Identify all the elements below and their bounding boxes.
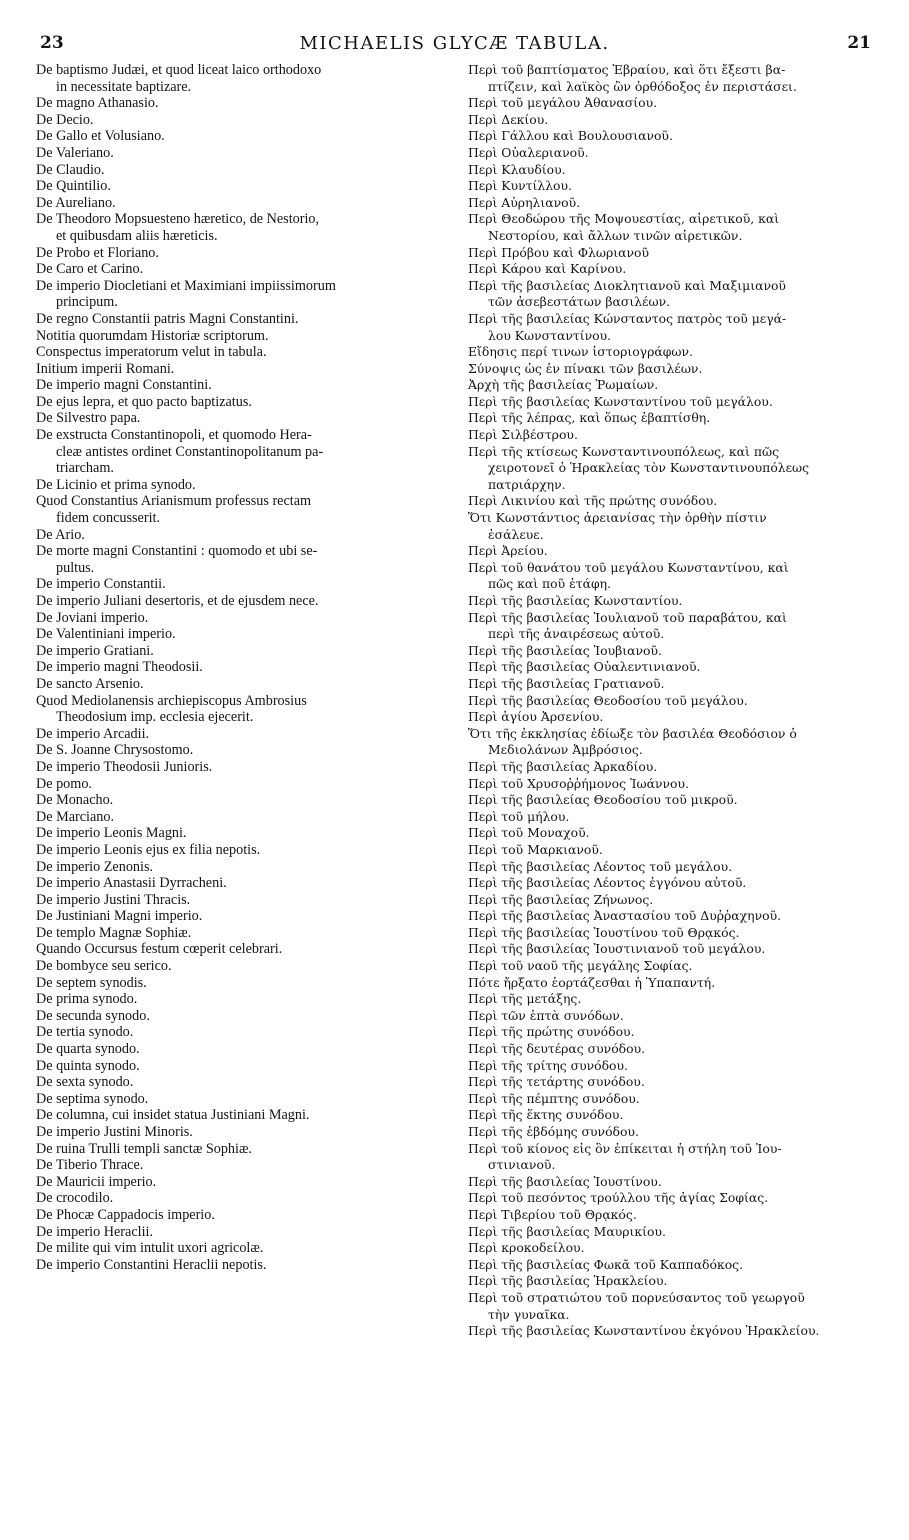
greek-entry <box>468 128 878 145</box>
latin-entry-line: De regno Constantii patris Magni Constantini. <box>36 310 299 327</box>
greek-entry-line: Περὶ τῆς βασιλείας Λέοντος τοῦ μεγάλου. <box>468 858 733 874</box>
latin-entry-line: De Valentiniani imperio. <box>36 626 176 643</box>
greek-entry-line: Ὅτι Κωνστάντιος ἀρειανίσας τὴν ὀρθὴν πίστιν <box>468 510 767 526</box>
greek-entry <box>468 941 878 958</box>
greek-entry-line: Περὶ τῶν ἑπτὰ συνόδων. <box>468 1007 624 1023</box>
greek-entry <box>468 1273 878 1290</box>
latin-entry-line: De Valeriano. <box>36 144 114 161</box>
greek-entry-line: Περὶ τῆς βασιλείας Διοκλητιανοῦ καὶ Μαξιμιανοῦ <box>468 277 786 293</box>
greek-entry-line: Περὶ τῆς βασιλείας Λέοντος ἐγγόνου αὐτοῦ. <box>468 875 747 891</box>
greek-entry <box>468 1008 878 1025</box>
greek-entry-line: Περὶ τοῦ θανάτου τοῦ μεγάλου Κωνσταντίνου, καὶ <box>468 559 789 575</box>
latin-entry-line: De Monacho. <box>36 792 114 809</box>
latin-entry <box>36 477 446 494</box>
latin-entry-line: De Mauricii imperio. <box>36 1173 157 1190</box>
latin-entry-line: Conspectus imperatorum velut in tabula. <box>36 344 267 361</box>
latin-entry-line: De pomo. <box>36 775 92 792</box>
greek-entry <box>468 1240 878 1257</box>
greek-entry <box>468 925 878 942</box>
latin-entry-line: De ejus lepra, et quo pacto baptizatus. <box>36 393 252 410</box>
greek-entry-line: Περὶ Κάρου καὶ Καρίνου. <box>468 261 627 277</box>
greek-entry-line: Περὶ τῆς βασιλείας Κωνσταντίνου τοῦ μεγάλου. <box>468 393 773 409</box>
latin-entry-line: De milite qui vim intulit uxori agricolæ. <box>36 1240 264 1257</box>
latin-entry <box>36 1240 446 1257</box>
latin-entry <box>36 892 446 909</box>
greek-entry-line: Περὶ τῆς βασιλείας Ἡρακλείου. <box>468 1273 668 1289</box>
greek-entry <box>468 95 878 112</box>
latin-entry-line: De morte magni Constantini : quomodo et ubi se- <box>36 543 318 560</box>
greek-entry <box>468 892 878 909</box>
latin-entry <box>36 659 446 676</box>
latin-entry-line: De imperio Constantii. <box>36 576 166 593</box>
latin-entry-line: De Decio. <box>36 111 94 128</box>
greek-entry <box>468 825 878 842</box>
latin-entry-line: De imperio Justini Thracis. <box>36 891 191 908</box>
latin-entry <box>36 1224 446 1241</box>
greek-entry <box>468 726 878 759</box>
greek-entry-line: Ἀρχὴ τῆς βασιλείας Ῥωμαίων. <box>468 377 659 393</box>
greek-entry <box>468 958 878 975</box>
latin-entry <box>36 1157 446 1174</box>
latin-entry-line: De bombyce seu serico. <box>36 958 172 975</box>
latin-entry <box>36 1174 446 1191</box>
latin-entry-line: De quarta synodo. <box>36 1041 140 1058</box>
greek-entry-line: Περὶ τοῦ μήλου. <box>468 808 570 824</box>
latin-entry-line: De tertia synodo. <box>36 1024 134 1041</box>
latin-entry <box>36 776 446 793</box>
greek-entry <box>468 361 878 378</box>
latin-entry-line: De sexta synodo. <box>36 1074 134 1091</box>
latin-entry-line: principum. <box>56 294 118 311</box>
greek-entry-line: Περὶ Σιλβέστρου. <box>468 427 578 443</box>
latin-entry <box>36 626 446 643</box>
greek-entry <box>468 809 878 826</box>
latin-entry <box>36 493 446 526</box>
latin-entry-line: De exstructa Constantinopoli, et quomodo Hera- <box>36 427 312 444</box>
latin-entry <box>36 211 446 244</box>
latin-entry-line: De imperio magni Theodosii. <box>36 659 203 676</box>
greek-column <box>468 62 878 1340</box>
greek-entry <box>468 211 878 244</box>
latin-entry-line: De imperio Arcadii. <box>36 725 150 742</box>
latin-entry <box>36 328 446 345</box>
greek-entry-line: Περὶ Οὐαλεριανοῦ. <box>468 144 589 160</box>
latin-entry-line: De imperio Juliani desertoris, et de ejusdem nece. <box>36 593 319 609</box>
greek-entry-line: Περὶ τοῦ κίονος εἰς ὃν ἐπίκειται ἡ στήλη τοῦ Ἰου- <box>468 1140 782 1156</box>
greek-entry-line: Πότε ἤρξατο ἑορτάζεσθαι ἡ Ὑπαπαντή. <box>468 974 716 990</box>
latin-entry-line: et quibusdam aliis hæreticis. <box>56 227 218 244</box>
latin-entry <box>36 245 446 262</box>
greek-entry-line: Περὶ τοῦ Μαρκιανοῦ. <box>468 841 603 857</box>
latin-entry-line: De Licinio et prima synodo. <box>36 476 196 493</box>
greek-entry <box>468 693 878 710</box>
greek-entry-line: Περὶ Ἀρείου. <box>468 543 548 559</box>
greek-entry <box>468 543 878 560</box>
greek-entry-line: Περὶ τῆς βασιλείας Οὐαλεντινιανοῦ. <box>468 659 701 675</box>
latin-entry <box>36 693 446 726</box>
greek-entry <box>468 975 878 992</box>
greek-entry <box>468 344 878 361</box>
greek-entry-line: Μεδιολάνων Ἀμβρόσιος. <box>488 742 643 758</box>
latin-entry-line: De imperio Diocletiani et Maximiani impiissimorum <box>36 277 336 294</box>
latin-entry <box>36 311 446 328</box>
greek-entry-line: Περὶ τῆς βασιλείας Ἀρκαδίου. <box>468 758 658 774</box>
latin-entry-line: Theodosium imp. ecclesia ejecerit. <box>56 709 254 726</box>
latin-entry-line: pultus. <box>56 559 95 576</box>
greek-entry <box>468 776 878 793</box>
greek-entry <box>468 178 878 195</box>
latin-entry-line: Quod Constantius Arianismum professus rectam <box>36 493 312 510</box>
latin-entry <box>36 1124 446 1141</box>
greek-entry <box>468 162 878 179</box>
latin-entry <box>36 145 446 162</box>
latin-entry-line: De S. Joanne Chrysostomo. <box>36 742 194 759</box>
greek-entry-line: Περὶ τοῦ πεσόντος τρούλλου τῆς ἁγίας Σοφίας. <box>468 1190 769 1206</box>
latin-entry <box>36 610 446 627</box>
latin-entry <box>36 261 446 278</box>
greek-entry <box>468 593 878 610</box>
greek-entry-line: περὶ τῆς ἀναιρέσεως αὐτοῦ. <box>488 626 665 642</box>
greek-entry <box>468 427 878 444</box>
greek-entry-line: πατριάρχην. <box>488 476 566 492</box>
latin-entry <box>36 543 446 576</box>
greek-entry-line: Σύνοψις ὡς ἐν πίνακι τῶν βασιλέων. <box>468 360 703 376</box>
greek-entry-line: Περὶ τῆς πρώτης συνόδου. <box>468 1024 635 1040</box>
greek-entry <box>468 1190 878 1207</box>
latin-entry-line: De Theodoro Mopsuesteno hæretico, de Nestorio, <box>36 211 320 228</box>
greek-entry-line: Περὶ Αὐρηλιανοῦ. <box>468 194 581 210</box>
greek-entry-line: Περὶ τοῦ Μοναχοῦ. <box>468 825 590 841</box>
latin-entry-line: De Probo et Floriano. <box>36 244 159 261</box>
greek-entry <box>468 112 878 129</box>
greek-entry <box>468 1257 878 1274</box>
latin-entry-line: De imperio Anastasii Dyrracheni. <box>36 875 227 892</box>
latin-entry-line: De ruina Trulli templi sanctæ Sophiæ. <box>36 1140 252 1157</box>
latin-entry <box>36 875 446 892</box>
greek-entry <box>468 1024 878 1041</box>
greek-entry <box>468 1124 878 1141</box>
latin-entry <box>36 576 446 593</box>
greek-entry-line: Περὶ τῆς τετάρτης συνόδου. <box>468 1074 645 1090</box>
latin-entry-line: De Caro et Carino. <box>36 261 144 278</box>
greek-entry-line: τῶν ἀσεβεστάτων βασιλέων. <box>488 294 671 310</box>
latin-entry-line: De imperio Leonis ejus ex filia nepotis. <box>36 841 261 858</box>
latin-entry-line: De magno Athanasio. <box>36 95 159 112</box>
latin-entry <box>36 427 446 477</box>
greek-entry-line: χειροτονεῖ ὁ Ἡρακλείας τὸν Κωνσταντινουπόλεως <box>488 460 810 476</box>
latin-entry-line: De crocodilo. <box>36 1190 114 1207</box>
latin-entry <box>36 1041 446 1058</box>
greek-entry <box>468 195 878 212</box>
greek-entry <box>468 493 878 510</box>
greek-entry <box>468 676 878 693</box>
greek-entry-line: πτίζειν, καὶ λαϊκὸς ὢν ὀρθόδοξος ἐν περιστάσει. <box>488 78 797 94</box>
greek-entry-line: Περὶ τῆς βασιλείας Κωνσταντίνου ἐκγόνου Ἡρακλείου. <box>468 1323 820 1339</box>
latin-entry-line: De Silvestro papa. <box>36 410 141 427</box>
page-title: MICHAELIS GLYCÆ TABULA. <box>299 33 610 54</box>
greek-entry <box>468 1224 878 1241</box>
greek-entry <box>468 859 878 876</box>
latin-entry-line: De Tiberio Thrace. <box>36 1157 144 1174</box>
greek-entry <box>468 1290 878 1323</box>
latin-entry <box>36 958 446 975</box>
greek-entry-line: λου Κωνσταντίνου. <box>488 327 612 343</box>
latin-entry-line: cleæ antistes ordinet Constantinopolitanum pa- <box>56 443 324 460</box>
latin-entry-line: De Joviani imperio. <box>36 609 149 626</box>
greek-entry-line: Περὶ τῆς βασιλείας Ἰουστίνου τοῦ Θρᾳκός. <box>468 924 740 940</box>
latin-entry <box>36 792 446 809</box>
latin-entry-line: De imperio magni Constantini. <box>36 377 212 394</box>
greek-entry <box>468 311 878 344</box>
greek-entry-line: Περὶ Λικινίου καὶ τῆς πρώτης συνόδου. <box>468 493 718 509</box>
greek-entry-line: Περὶ τοῦ βαπτίσματος Ἑβραίου, καὶ ὅτι ἔξεστι βα- <box>468 62 786 77</box>
latin-entry <box>36 1024 446 1041</box>
latin-entry <box>36 809 446 826</box>
latin-entry-line: Initium imperii Romani. <box>36 360 175 377</box>
latin-entry-line: Quod Mediolanensis archiepiscopus Ambrosius <box>36 692 307 709</box>
greek-entry <box>468 444 878 494</box>
running-header <box>32 33 877 59</box>
greek-entry <box>468 261 878 278</box>
greek-entry <box>468 410 878 427</box>
latin-entry <box>36 162 446 179</box>
latin-entry <box>36 859 446 876</box>
latin-entry-line: De septima synodo. <box>36 1090 149 1107</box>
greek-entry <box>468 1058 878 1075</box>
greek-entry-line: Περὶ τῆς βασιλείας Γρατιανοῦ. <box>468 675 665 691</box>
latin-entry <box>36 759 446 776</box>
greek-entry-line: στινιανοῦ. <box>488 1157 556 1173</box>
greek-entry-line: Περὶ τῆς λέπρας, καὶ ὅπως ἐβαπτίσθη. <box>468 410 711 426</box>
latin-entry <box>36 908 446 925</box>
latin-entry-line: in necessitate baptizare. <box>56 78 192 95</box>
greek-entry-line: Περὶ Κλαυδίου. <box>468 161 566 177</box>
greek-entry-line: Περὶ τῆς βασιλείας Ἰουστίνου. <box>468 1173 662 1189</box>
latin-entry <box>36 361 446 378</box>
greek-entry <box>468 245 878 262</box>
greek-entry <box>468 709 878 726</box>
latin-entry <box>36 394 446 411</box>
greek-entry-line: Περὶ τῆς δευτέρας συνόδου. <box>468 1041 646 1057</box>
greek-entry-line: ἐσάλευε. <box>488 526 544 542</box>
latin-entry-line: fidem concusserit. <box>56 510 161 527</box>
latin-entry-line: De imperio Gratiani. <box>36 642 154 659</box>
latin-entry-line: De Gallo et Volusiano. <box>36 128 165 145</box>
greek-entry-line: Περὶ τῆς βασιλείας Κώνσταντος πατρὸς τοῦ μεγά- <box>468 310 787 326</box>
latin-entry <box>36 1257 446 1274</box>
greek-entry-line: Περὶ Θεοδώρου τῆς Μοψουεστίας, αἱρετικοῦ, καὶ <box>468 211 780 227</box>
greek-entry-line: Περὶ τῆς βασιλείας Ἰουλιανοῦ τοῦ παραβάτου, καὶ <box>468 609 787 625</box>
greek-entry <box>468 394 878 411</box>
latin-entry <box>36 643 446 660</box>
latin-entry <box>36 410 446 427</box>
greek-entry <box>468 145 878 162</box>
latin-entry-line: De imperio Constantini Heraclii nepotis. <box>36 1256 267 1273</box>
greek-entry <box>468 1091 878 1108</box>
greek-entry-line: Περὶ τῆς βασιλείας Μαυρικίου. <box>468 1223 666 1239</box>
greek-entry-line: πῶς καὶ ποῦ ἐτάφη. <box>488 576 612 592</box>
greek-entry <box>468 610 878 643</box>
latin-entry-line: De baptismo Judæi, et quod liceat laico orthodoxo <box>36 62 322 78</box>
latin-entry <box>36 377 446 394</box>
latin-entry-line: De imperio Leonis Magni. <box>36 825 187 842</box>
greek-entry-line: Περὶ τῆς βασιλείας Ζήνωνος. <box>468 891 654 907</box>
latin-entry <box>36 178 446 195</box>
latin-entry <box>36 991 446 1008</box>
latin-entry <box>36 742 446 759</box>
latin-entry-line: De septem synodis. <box>36 974 147 991</box>
latin-entry-line: Notitia quorumdam Historiæ scriptorum. <box>36 327 269 344</box>
latin-entry-line: De Claudio. <box>36 161 105 178</box>
greek-entry-line: Περὶ Τιβερίου τοῦ Θρᾳκός. <box>468 1206 637 1222</box>
greek-entry <box>468 560 878 593</box>
latin-entry-line: De sancto Arsenio. <box>36 675 144 692</box>
latin-entry <box>36 1091 446 1108</box>
greek-entry-line: Περὶ ἁγίου Ἀρσενίου. <box>468 709 604 725</box>
greek-entry <box>468 510 878 543</box>
greek-entry-line: Περὶ τῆς βασιλείας Ἰουστινιανοῦ τοῦ μεγάλου. <box>468 941 766 957</box>
greek-entry-line: Περὶ Γάλλου καὶ Βουλουσιανοῦ. <box>468 128 673 144</box>
greek-entry-line: Περὶ τῆς πέμπτης συνόδου. <box>468 1090 640 1106</box>
latin-entry <box>36 676 446 693</box>
greek-entry <box>468 643 878 660</box>
greek-entry-line: Περὶ τῆς βασιλείας Ἀναστασίου τοῦ Δυῤῥαχηνοῦ. <box>468 908 782 924</box>
latin-entry <box>36 726 446 743</box>
latin-entry <box>36 925 446 942</box>
latin-entry <box>36 344 446 361</box>
latin-entry-line: De imperio Justini Minoris. <box>36 1124 193 1140</box>
latin-entry <box>36 1074 446 1091</box>
greek-entry-line: Περὶ τῆς τρίτης συνόδου. <box>468 1057 628 1073</box>
latin-entry-line: Quando Occursus festum cœperit celebrari. <box>36 941 283 958</box>
latin-entry <box>36 112 446 129</box>
greek-entry-line: Περὶ Δεκίου. <box>468 111 549 127</box>
latin-entry <box>36 593 446 610</box>
greek-entry-line: Περὶ τοῦ μεγάλου Ἀθανασίου. <box>468 95 658 111</box>
latin-entry <box>36 975 446 992</box>
greek-entry-line: Περὶ Πρόβου καὶ Φλωριανοῦ <box>468 244 650 260</box>
greek-entry-line: Περὶ τῆς βασιλείας Θεοδοσίου τοῦ μεγάλου. <box>468 692 748 708</box>
greek-entry-line: Περὶ τοῦ ναοῦ τῆς μεγάλης Σοφίας. <box>468 958 693 974</box>
latin-entry <box>36 941 446 958</box>
latin-entry-line: De templo Magnæ Sophiæ. <box>36 924 192 941</box>
greek-entry-line: Περὶ τῆς βασιλείας Ἰουβιανοῦ. <box>468 642 662 658</box>
greek-entry-line: Περὶ τῆς ἑβδόμης συνόδου. <box>468 1124 639 1139</box>
greek-entry <box>468 908 878 925</box>
greek-entry <box>468 1041 878 1058</box>
greek-entry <box>468 991 878 1008</box>
latin-entry <box>36 842 446 859</box>
latin-entry-line: De quinta synodo. <box>36 1057 140 1074</box>
greek-entry-line: τὴν γυναῖκα. <box>488 1306 570 1322</box>
greek-entry-line: Περὶ κροκοδείλου. <box>468 1240 585 1256</box>
greek-entry-line: Περὶ τῆς ἕκτης συνόδου. <box>468 1107 624 1123</box>
latin-entry-line: De Marciano. <box>36 808 114 825</box>
greek-entry <box>468 278 878 311</box>
latin-entry <box>36 62 446 95</box>
latin-entry-line: De prima synodo. <box>36 991 138 1008</box>
greek-entry <box>468 659 878 676</box>
greek-entry-line: Νεστορίου, καὶ ἄλλων τινῶν αἱρετικῶν. <box>488 227 743 243</box>
latin-entry-line: De imperio Theodosii Junioris. <box>36 758 213 775</box>
latin-entry <box>36 278 446 311</box>
latin-entry-line: De Phocæ Cappadocis imperio. <box>36 1206 215 1223</box>
greek-entry <box>468 62 878 95</box>
latin-entry <box>36 1190 446 1207</box>
latin-entry-line: triarcham. <box>56 460 114 477</box>
greek-entry <box>468 1107 878 1124</box>
greek-entry-line: Περὶ τοῦ Χρυσοῤῥήμονος Ἰωάννου. <box>468 775 689 791</box>
greek-entry <box>468 1174 878 1191</box>
greek-entry-line: Περὶ τῆς κτίσεως Κωνσταντινουπόλεως, καὶ πῶς <box>468 443 780 459</box>
greek-entry-line: Περὶ τῆς βασιλείας Φωκᾶ τοῦ Καππαδόκος. <box>468 1256 744 1272</box>
latin-entry <box>36 128 446 145</box>
latin-entry-line: De Ario. <box>36 526 85 543</box>
latin-entry <box>36 1008 446 1025</box>
latin-column <box>36 62 446 1273</box>
latin-entry <box>36 527 446 544</box>
greek-entry <box>468 377 878 394</box>
latin-entry <box>36 825 446 842</box>
greek-entry <box>468 875 878 892</box>
greek-entry-line: Περὶ τῆς μετάξης. <box>468 991 582 1007</box>
greek-entry-line: Εἴδησις περί τινων ἱστοριογράφων. <box>468 344 693 360</box>
latin-entry <box>36 195 446 212</box>
greek-entry-line: Περὶ τῆς βασιλείας Κωνσταντίου. <box>468 593 683 608</box>
greek-entry <box>468 759 878 776</box>
latin-entry <box>36 95 446 112</box>
latin-entry <box>36 1141 446 1158</box>
page-number-right: 21 <box>847 33 871 53</box>
greek-entry-line: Περὶ τῆς βασιλείας Θεοδοσίου τοῦ μικροῦ. <box>468 792 738 808</box>
latin-entry-line: De imperio Heraclii. <box>36 1223 153 1240</box>
latin-entry-line: De Quintilio. <box>36 178 111 195</box>
greek-entry <box>468 842 878 859</box>
greek-entry <box>468 792 878 809</box>
greek-entry-line: Περὶ τοῦ στρατιώτου τοῦ πορνεύσαντος τοῦ γεωργοῦ <box>468 1289 805 1305</box>
latin-entry-line: De imperio Zenonis. <box>36 858 154 875</box>
greek-entry <box>468 1141 878 1174</box>
latin-entry-line: De secunda synodo. <box>36 1007 150 1024</box>
latin-entry <box>36 1058 446 1075</box>
latin-entry-line: De columna, cui insidet statua Justiniani Magni. <box>36 1107 310 1124</box>
greek-entry-line: Ὅτι τῆς ἐκκλησίας ἐδίωξε τὸν βασιλέα Θεοδόσιον ὁ <box>468 725 797 741</box>
latin-entry-line: De Aureliano. <box>36 194 116 211</box>
greek-entry <box>468 1207 878 1224</box>
latin-entry <box>36 1207 446 1224</box>
greek-entry <box>468 1323 878 1340</box>
greek-entry <box>468 1074 878 1091</box>
page-number-left: 23 <box>40 33 64 53</box>
greek-entry-line: Περὶ Κυντίλλου. <box>468 178 572 194</box>
latin-entry <box>36 1107 446 1124</box>
latin-entry-line: De Justiniani Magni imperio. <box>36 908 203 925</box>
